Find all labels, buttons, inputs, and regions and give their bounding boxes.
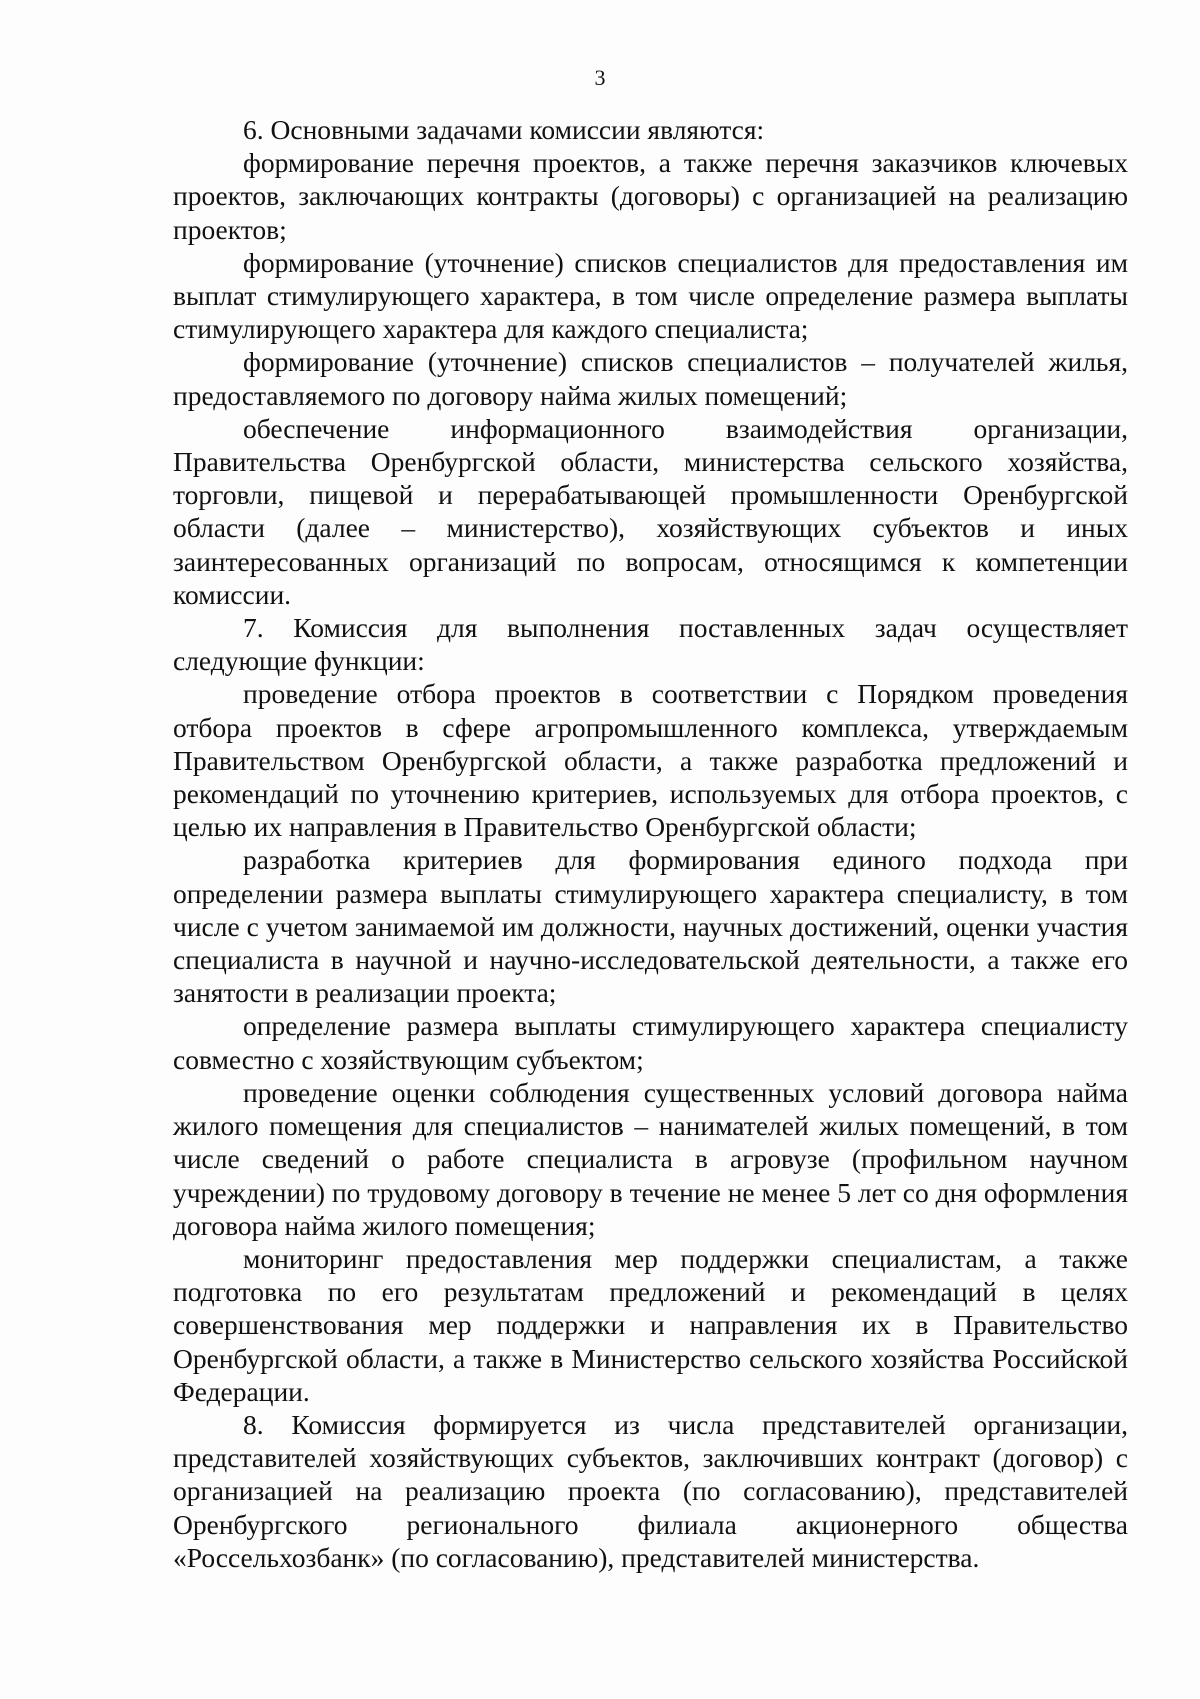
paragraph-7-heading: 7. Комиссия для выполнения поставленных задач осуществляет следующие функции: [173, 612, 1128, 677]
paragraph-7-item-selection: проведение отбора проектов в соответствии с Порядком проведения отбора проектов в сфере агропромышленного комплекса, утверждаемым Правительством Оренбургской области, а также разработка предложений и рекомендаций по уточнению критериев, используемых для отбора проектов, с целью их направления в Правительство Оренбургской области; [173, 678, 1128, 843]
paragraph-6-item-projects: формирование перечня проектов, а также перечня заказчиков ключевых проектов, заключающих контракты (договоры) с организацией на реализацию проектов; [173, 147, 1128, 245]
paragraph-7-item-assessment: проведение оценки соблюдения существенных условий договора найма жилого помещения для специалистов – нанимателей жилых помещений, в том числе сведений о работе специалиста в агровузе (профильном научном учреждении) по трудовому договору в течение не менее 5 лет со дня оформления договора найма жилого помещения; [173, 1076, 1128, 1241]
paragraph-6-item-interaction: обеспечение информационного взаимодействия организации, Правительства Оренбургской области, министерства сельского хозяйства, торговли, пищевой и перерабатывающей промышленности Оренбургской области (далее – министерство), хозяйствующих субъектов и иных заинтересованных организаций по вопросам, относящимся к компетенции комиссии. [173, 412, 1128, 610]
paragraph-6-item-payments: формирование (уточнение) списков специалистов для предоставления им выплат стимулирующего характера, в том числе определение размера выплаты стимулирующего характера для каждого специалиста; [173, 246, 1128, 345]
paragraph-6-item-housing: формирование (уточнение) списков специалистов – получателей жилья, предоставляемого по договору найма жилых помещений; [173, 346, 1128, 411]
page-number: 3 [594, 65, 606, 90]
paragraph-7-item-payment-size: определение размера выплаты стимулирующего характера специалисту совместно с хозяйствующим субъектом; [173, 1010, 1128, 1075]
paragraph-8: 8. Комиссия формируется из числа представителей организации, представителей хозяйствующих субъектов, заключивших контракт (договор) с организацией на реализацию проекта (по согласованию), представителей Оренбургского регионального филиала акционерного общества «Россельхозбанк» (по согласованию), представителей министерства. [173, 1408, 1128, 1573]
paragraph-7-item-criteria: разработка критериев для формирования единого подхода при определении размера выплаты стимулирующего характера специалисту, в том числе с учетом занимаемой им должности, научных достижений, оценки участия специалиста в научной и научно-исследовательской деятельности, а также его занятости в реализации проекта; [173, 844, 1128, 1009]
paragraph-6-heading: 6. Основными задачами комиссии являются: [243, 114, 765, 145]
paragraph-7-item-monitoring: мониторинг предоставления мер поддержки специалистам, а также подготовка по его результатам предложений и рекомендаций в целях совершенствования мер поддержки и направления их в Правительство Оренбургской области, а также в Министерство сельского хозяйства Российской Федерации. [173, 1242, 1128, 1407]
document-body [173, 113, 1128, 1574]
